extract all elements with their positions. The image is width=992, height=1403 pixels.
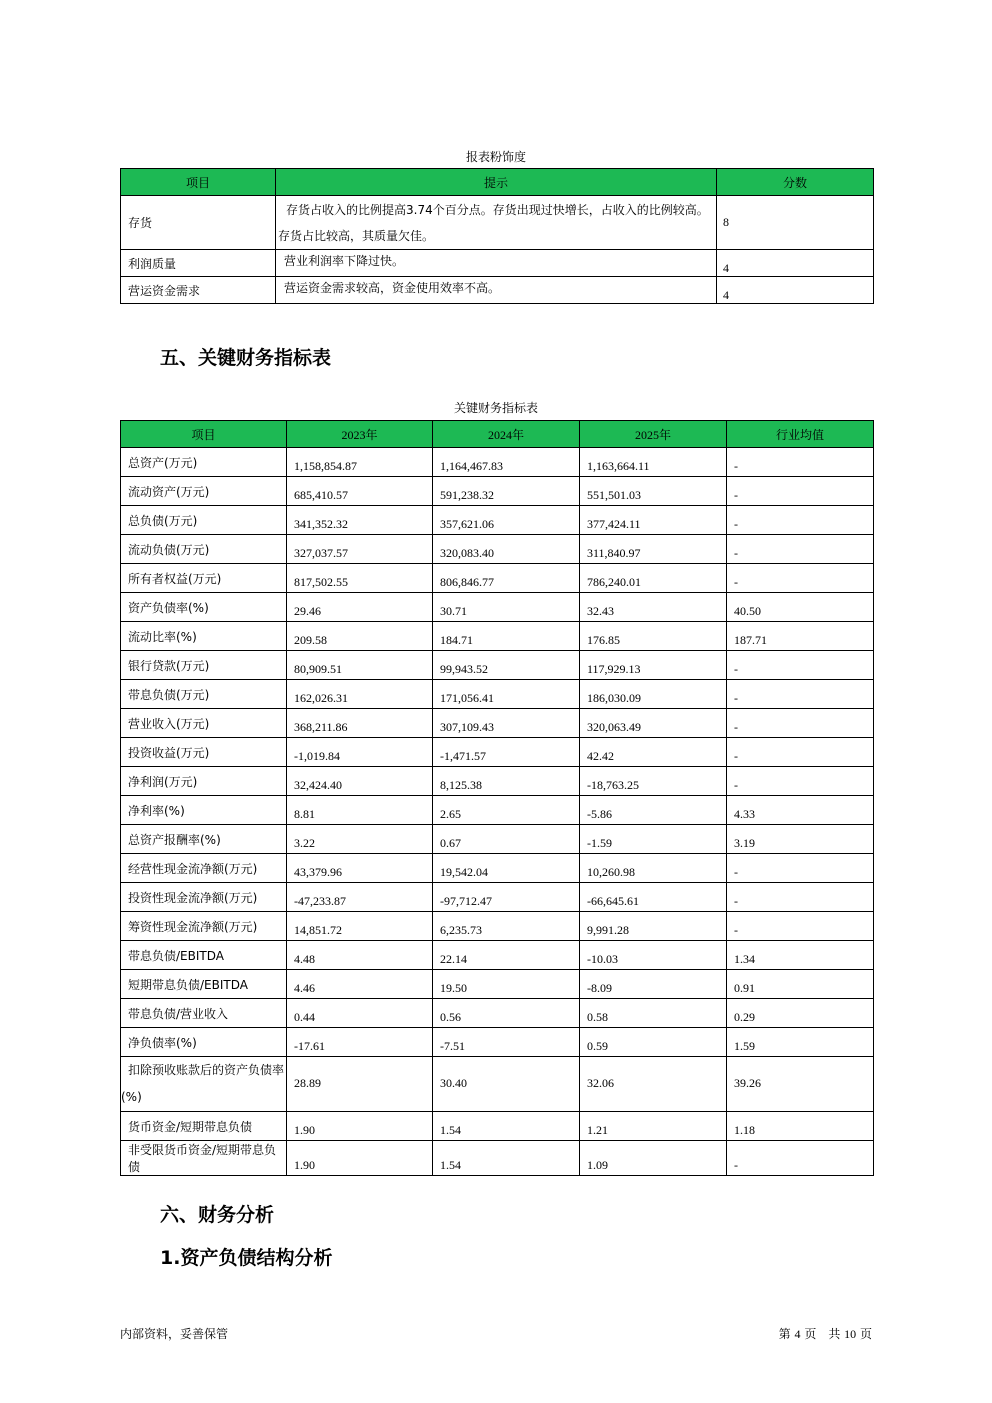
year-value-cell: 99,943.52 bbox=[433, 651, 580, 680]
year-value-cell: -5.86 bbox=[580, 796, 727, 825]
indicator-label-cell: 带息负债/营业收入 bbox=[121, 999, 287, 1028]
page-total: 10 bbox=[844, 1327, 857, 1341]
year-value-cell: 30.71 bbox=[433, 593, 580, 622]
year-value-cell: -7.51 bbox=[433, 1028, 580, 1057]
year-value-cell: 162,026.31 bbox=[287, 680, 433, 709]
year-value-cell: -47,233.87 bbox=[287, 883, 433, 912]
industry-average-cell: - bbox=[727, 883, 874, 912]
year-value-cell: -8.09 bbox=[580, 970, 727, 999]
section-6-1-heading: 1.资产负债结构分析 bbox=[160, 1247, 333, 1269]
table-row bbox=[121, 970, 874, 999]
indicator-label-cell: 流动资产(万元) bbox=[121, 477, 287, 506]
year-value-cell: 2.65 bbox=[433, 796, 580, 825]
table-row bbox=[121, 941, 874, 970]
table-row bbox=[121, 999, 874, 1028]
year-value-cell: -18,763.25 bbox=[580, 767, 727, 796]
year-value-cell: 42.42 bbox=[580, 738, 727, 767]
item-cell: 营运资金需求 bbox=[121, 277, 276, 304]
year-value-cell: 28.89 bbox=[287, 1057, 433, 1112]
column-header: 行业均值 bbox=[727, 421, 874, 448]
table-row bbox=[121, 564, 874, 593]
page-current: 4 bbox=[794, 1327, 801, 1341]
table-row bbox=[121, 825, 874, 854]
industry-average-cell: - bbox=[727, 506, 874, 535]
table-row bbox=[121, 883, 874, 912]
table-row bbox=[121, 1057, 874, 1112]
year-value-cell: 685,410.57 bbox=[287, 477, 433, 506]
table-row bbox=[121, 796, 874, 825]
industry-average-cell: - bbox=[727, 738, 874, 767]
year-value-cell: 0.58 bbox=[580, 999, 727, 1028]
industry-average-cell: 40.50 bbox=[727, 593, 874, 622]
indicator-label-cell: 短期带息负债/EBITDA bbox=[121, 970, 287, 999]
score-cell: 4 bbox=[717, 277, 874, 304]
year-value-cell: 3.22 bbox=[287, 825, 433, 854]
table-row bbox=[121, 1112, 874, 1141]
year-value-cell: 320,063.49 bbox=[580, 709, 727, 738]
year-value-cell: 1,158,854.87 bbox=[287, 448, 433, 477]
year-value-cell: 817,502.55 bbox=[287, 564, 433, 593]
hint-cell: 营运资金需求较高，资金使用效率不高。 bbox=[276, 277, 717, 304]
table-row bbox=[121, 854, 874, 883]
year-value-cell: 357,621.06 bbox=[433, 506, 580, 535]
year-value-cell: -1,471.57 bbox=[433, 738, 580, 767]
year-value-cell: 22.14 bbox=[433, 941, 580, 970]
year-value-cell: 4.48 bbox=[287, 941, 433, 970]
year-value-cell: 186,030.09 bbox=[580, 680, 727, 709]
table-header-row bbox=[121, 421, 874, 448]
year-value-cell: 307,109.43 bbox=[433, 709, 580, 738]
year-value-cell: 327,037.57 bbox=[287, 535, 433, 564]
hint-cell: 存货占收入的比例提高3.74个百分点。存货出现过快增长，占收入的比例较高。存货占比较高，其质量欠佳。 bbox=[276, 196, 717, 250]
score-cell: 8 bbox=[717, 196, 874, 250]
indicator-label-cell: 营业收入(万元) bbox=[121, 709, 287, 738]
industry-average-cell: 187.71 bbox=[727, 622, 874, 651]
column-header: 2023年 bbox=[287, 421, 433, 448]
indicator-label-cell: 总负债(万元) bbox=[121, 506, 287, 535]
industry-average-cell: 0.91 bbox=[727, 970, 874, 999]
industry-average-cell: 1.59 bbox=[727, 1028, 874, 1057]
table-row bbox=[121, 738, 874, 767]
indicator-label-cell: 总资产(万元) bbox=[121, 448, 287, 477]
industry-average-cell: - bbox=[727, 477, 874, 506]
indicator-label-cell: 经营性现金流净额(万元) bbox=[121, 854, 287, 883]
year-value-cell: 29.46 bbox=[287, 593, 433, 622]
year-value-cell: 10,260.98 bbox=[580, 854, 727, 883]
section-6-heading: 六、财务分析 bbox=[160, 1204, 275, 1226]
year-value-cell: 0.59 bbox=[580, 1028, 727, 1057]
industry-average-cell: - bbox=[727, 535, 874, 564]
table-row bbox=[121, 277, 874, 304]
year-value-cell: 1.90 bbox=[287, 1112, 433, 1141]
year-value-cell: -17.61 bbox=[287, 1028, 433, 1057]
year-value-cell: 0.67 bbox=[433, 825, 580, 854]
year-value-cell: 311,840.97 bbox=[580, 535, 727, 564]
table-row bbox=[121, 448, 874, 477]
year-value-cell: 1.09 bbox=[580, 1141, 727, 1176]
indicator-label-cell: 筹资性现金流净额(万元) bbox=[121, 912, 287, 941]
industry-average-cell: - bbox=[727, 448, 874, 477]
table-header-row bbox=[121, 169, 874, 196]
window-dressing-table bbox=[120, 168, 874, 304]
year-value-cell: 1.54 bbox=[433, 1141, 580, 1176]
year-value-cell: 1.90 bbox=[287, 1141, 433, 1176]
indicator-label-cell: 流动负债(万元) bbox=[121, 535, 287, 564]
year-value-cell: 0.56 bbox=[433, 999, 580, 1028]
indicator-label-cell: 扣除预收账款后的资产负债率(%) bbox=[121, 1057, 287, 1112]
year-value-cell: 80,909.51 bbox=[287, 651, 433, 680]
year-value-cell: 4.46 bbox=[287, 970, 433, 999]
indicator-label-cell: 净利率(%) bbox=[121, 796, 287, 825]
year-value-cell: 117,929.13 bbox=[580, 651, 727, 680]
table-row bbox=[121, 767, 874, 796]
year-value-cell: 14,851.72 bbox=[287, 912, 433, 941]
industry-average-cell: - bbox=[727, 709, 874, 738]
industry-average-cell: 4.33 bbox=[727, 796, 874, 825]
year-value-cell: 19.50 bbox=[433, 970, 580, 999]
score-cell: 4 bbox=[717, 250, 874, 277]
year-value-cell: 1,164,467.83 bbox=[433, 448, 580, 477]
column-header: 分数 bbox=[717, 169, 874, 196]
industry-average-cell: - bbox=[727, 854, 874, 883]
page-mid: 页 共 bbox=[804, 1327, 841, 1341]
table-row bbox=[121, 680, 874, 709]
industry-average-cell: - bbox=[727, 912, 874, 941]
indicator-label-cell: 所有者权益(万元) bbox=[121, 564, 287, 593]
column-header: 项目 bbox=[121, 421, 287, 448]
indicator-label-cell: 流动比率(%) bbox=[121, 622, 287, 651]
year-value-cell: 786,240.01 bbox=[580, 564, 727, 593]
table-row bbox=[121, 196, 874, 250]
industry-average-cell: - bbox=[727, 651, 874, 680]
year-value-cell: 341,352.32 bbox=[287, 506, 433, 535]
year-value-cell: 171,056.41 bbox=[433, 680, 580, 709]
footer-confidential-note: 内部资料，妥善保管 bbox=[120, 1327, 229, 1341]
page-suffix: 页 bbox=[859, 1327, 872, 1341]
table-row bbox=[121, 593, 874, 622]
industry-average-cell: - bbox=[727, 1141, 874, 1176]
year-value-cell: 6,235.73 bbox=[433, 912, 580, 941]
table2-caption: 关键财务指标表 bbox=[453, 401, 538, 415]
industry-average-cell: 1.18 bbox=[727, 1112, 874, 1141]
column-header: 提示 bbox=[276, 169, 717, 196]
year-value-cell: 43,379.96 bbox=[287, 854, 433, 883]
year-value-cell: -1,019.84 bbox=[287, 738, 433, 767]
table-row bbox=[121, 250, 874, 277]
year-value-cell: 32,424.40 bbox=[287, 767, 433, 796]
column-header: 项目 bbox=[121, 169, 276, 196]
hint-cell: 营业利润率下降过快。 bbox=[276, 250, 717, 277]
column-header: 2024年 bbox=[433, 421, 580, 448]
table-row bbox=[121, 1141, 874, 1176]
table-row bbox=[121, 622, 874, 651]
year-value-cell: 209.58 bbox=[287, 622, 433, 651]
table-row bbox=[121, 535, 874, 564]
year-value-cell: -97,712.47 bbox=[433, 883, 580, 912]
industry-average-cell: - bbox=[727, 564, 874, 593]
year-value-cell: 19,542.04 bbox=[433, 854, 580, 883]
key-financial-indicators-table bbox=[120, 420, 874, 1176]
year-value-cell: 30.40 bbox=[433, 1057, 580, 1112]
industry-average-cell: 3.19 bbox=[727, 825, 874, 854]
page-prefix: 第 bbox=[778, 1327, 791, 1341]
year-value-cell: 8.81 bbox=[287, 796, 433, 825]
indicator-label-cell: 非受限货币资金/短期带息负债 bbox=[121, 1141, 287, 1176]
year-value-cell: 1,163,664.11 bbox=[580, 448, 727, 477]
year-value-cell: 32.43 bbox=[580, 593, 727, 622]
item-cell: 利润质量 bbox=[121, 250, 276, 277]
year-value-cell: 176.85 bbox=[580, 622, 727, 651]
year-value-cell: 377,424.11 bbox=[580, 506, 727, 535]
industry-average-cell: 39.26 bbox=[727, 1057, 874, 1112]
table-row bbox=[121, 477, 874, 506]
industry-average-cell: 1.34 bbox=[727, 941, 874, 970]
indicator-label-cell: 投资性现金流净额(万元) bbox=[121, 883, 287, 912]
year-value-cell: 32.06 bbox=[580, 1057, 727, 1112]
indicator-label-cell: 总资产报酬率(%) bbox=[121, 825, 287, 854]
year-value-cell: 1.54 bbox=[433, 1112, 580, 1141]
year-value-cell: 184.71 bbox=[433, 622, 580, 651]
year-value-cell: -10.03 bbox=[580, 941, 727, 970]
indicator-label-cell: 银行贷款(万元) bbox=[121, 651, 287, 680]
year-value-cell: 1.21 bbox=[580, 1112, 727, 1141]
table-row bbox=[121, 651, 874, 680]
item-cell: 存货 bbox=[121, 196, 276, 250]
year-value-cell: 551,501.03 bbox=[580, 477, 727, 506]
table-row bbox=[121, 709, 874, 738]
industry-average-cell: 0.29 bbox=[727, 999, 874, 1028]
year-value-cell: 591,238.32 bbox=[433, 477, 580, 506]
year-value-cell: -1.59 bbox=[580, 825, 727, 854]
indicator-label-cell: 净利润(万元) bbox=[121, 767, 287, 796]
footer-page-number bbox=[779, 1325, 872, 1342]
table1-caption: 报表粉饰度 bbox=[465, 150, 526, 164]
year-value-cell: -66,645.61 bbox=[580, 883, 727, 912]
year-value-cell: 368,211.86 bbox=[287, 709, 433, 738]
section-5-heading: 五、关键财务指标表 bbox=[160, 347, 332, 369]
year-value-cell: 8,125.38 bbox=[433, 767, 580, 796]
year-value-cell: 320,083.40 bbox=[433, 535, 580, 564]
industry-average-cell: - bbox=[727, 680, 874, 709]
year-value-cell: 9,991.28 bbox=[580, 912, 727, 941]
indicator-label-cell: 投资收益(万元) bbox=[121, 738, 287, 767]
indicator-label-cell: 货币资金/短期带息负债 bbox=[121, 1112, 287, 1141]
indicator-label-cell: 带息负债/EBITDA bbox=[121, 941, 287, 970]
year-value-cell: 806,846.77 bbox=[433, 564, 580, 593]
year-value-cell: 0.44 bbox=[287, 999, 433, 1028]
indicator-label-cell: 资产负债率(%) bbox=[121, 593, 287, 622]
column-header: 2025年 bbox=[580, 421, 727, 448]
table-row bbox=[121, 506, 874, 535]
indicator-label-cell: 带息负债(万元) bbox=[121, 680, 287, 709]
indicator-label-cell: 净负债率(%) bbox=[121, 1028, 287, 1057]
table-row bbox=[121, 912, 874, 941]
industry-average-cell: - bbox=[727, 767, 874, 796]
table-row bbox=[121, 1028, 874, 1057]
